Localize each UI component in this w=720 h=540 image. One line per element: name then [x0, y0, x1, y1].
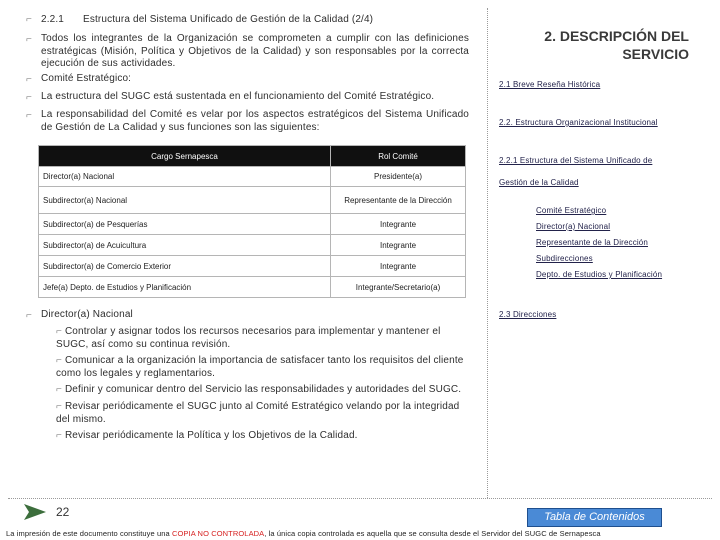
table-row: [39, 277, 466, 298]
duty-item: [56, 355, 472, 380]
footer-text-after: , la única copia controlada es aquella que se consulta desde el Servidor del SUGC de Sernapesca: [264, 529, 601, 538]
chapter-title-line2: SERVICIO: [622, 46, 689, 62]
sub-bullet-icon: ⌐: [56, 401, 62, 412]
sub-bullet-icon: ⌐: [56, 384, 62, 395]
table-row: [39, 214, 466, 235]
bullet-icon: ⌐: [26, 34, 32, 45]
paragraph-members: Todos los integrantes de la Organización se comprometen a cumplir con las definiciones estratégicas (Misión, Política y Objetivos de la Calidad) y son responsables por la correcta ejecución de sus actividades.: [41, 33, 469, 69]
duty-item: [56, 326, 472, 351]
table-row: [39, 256, 466, 277]
link-estructura-sugc[interactable]: 2.2.1 Estructura del Sistema Unificado de: [499, 156, 653, 165]
committee-heading: Comité Estratégico:: [41, 73, 132, 84]
table-header-rol: Rol Comité: [331, 146, 466, 167]
table-cell: Integrante: [331, 214, 466, 235]
duty-item: [56, 401, 472, 426]
director-heading: Director(a) Nacional: [41, 309, 133, 320]
bullet-icon: ⌐: [26, 110, 32, 121]
link-direcciones[interactable]: 2.3 Direcciones: [499, 310, 557, 319]
table-row: [39, 235, 466, 256]
sub-bullet-icon: ⌐: [56, 430, 62, 441]
chapter-title: [500, 27, 689, 63]
footer-disclaimer: [6, 529, 714, 538]
link-estructura-sugc-cont[interactable]: Gestión de la Calidad: [499, 178, 579, 187]
bullet-icon: ⌐: [26, 92, 32, 103]
bullet-icon: ⌐: [26, 310, 32, 321]
link-comite-estrategico[interactable]: Comité Estratégico: [536, 206, 607, 215]
bullet-icon: ⌐: [26, 14, 32, 25]
table-header-cargo: Cargo Sernapesca: [39, 146, 331, 167]
committee-table: [38, 145, 466, 298]
table-cell: Subdirector(a) de Comercio Exterior: [39, 256, 331, 277]
footer-text-uncontrolled: COPIA NO CONTROLADA: [171, 529, 265, 538]
table-cell: Jefe(a) Depto. de Estudios y Planificación: [39, 277, 331, 298]
duty-item: [56, 384, 472, 397]
paragraph-responsibility: La responsabilidad del Comité es velar por los aspectos estratégicos del Sistema Unificado de Gestión de La Calidad y sus funciones son las siguientes:: [41, 109, 469, 133]
link-subdirecciones[interactable]: Subdirecciones: [536, 254, 593, 263]
horizontal-divider: [8, 498, 712, 499]
paragraph-structure: La estructura del SUGC está sustentada en el funcionamiento del Comité Estratégico.: [41, 91, 435, 102]
vertical-divider: [487, 8, 488, 498]
link-director-nacional[interactable]: Director(a) Nacional: [536, 222, 611, 231]
link-estructura-organizacional[interactable]: 2.2. Estructura Organizacional Institucional: [499, 118, 658, 127]
table-cell: Integrante: [331, 256, 466, 277]
page-number: 22: [56, 505, 70, 519]
table-cell: Subdirector(a) de Acuicultura: [39, 235, 331, 256]
link-representante-direccion[interactable]: Representante de la Dirección: [536, 238, 648, 247]
duty-text: Revisar periódicamente el SUGC junto al Comité Estratégico velando por la integridad del mismo.: [56, 401, 460, 425]
table-of-contents-button[interactable]: Tabla de Contenidos: [527, 508, 662, 527]
green-arrow-icon: [22, 502, 50, 522]
link-depto-estudios[interactable]: Depto. de Estudios y Planificación: [536, 270, 663, 279]
table-cell: Director(a) Nacional: [39, 167, 331, 187]
duty-item: [56, 430, 472, 443]
table-row: [39, 167, 466, 187]
table-cell: Subdirector(a) de Pesquerías: [39, 214, 331, 235]
table-cell: Integrante: [331, 235, 466, 256]
section-title: Estructura del Sistema Unificado de Gestión de la Calidad (2/4): [83, 14, 374, 25]
section-number: 2.2.1: [41, 14, 64, 25]
sub-bullet-icon: ⌐: [56, 326, 62, 337]
duty-text: Comunicar a la organización la importancia de satisfacer tanto los requisitos del cliente como los legales y reglamentarios.: [56, 355, 464, 379]
sub-bullet-icon: ⌐: [56, 355, 62, 366]
table-cell: Representante de la Dirección: [331, 187, 466, 214]
table-cell: Presidente(a): [331, 167, 466, 187]
chapter-title-line1: 2. DESCRIPCIÓN DEL: [544, 28, 689, 44]
table-cell: Integrante/Secretario(a): [331, 277, 466, 298]
duty-text: Controlar y asignar todos los recursos necesarios para implementar y mantener el SUGC, así como su continua revisión.: [56, 326, 441, 350]
footer-text-before: La impresión de este documento constituye una: [6, 529, 172, 538]
table-cell: Subdirector(a) Nacional: [39, 187, 331, 214]
duty-text: Revisar periódicamente la Política y los Objetivos de la Calidad.: [64, 430, 358, 441]
link-breve-resena[interactable]: 2.1 Breve Reseña Histórica: [499, 80, 601, 89]
table-row: [39, 187, 466, 214]
duty-text: Definir y comunicar dentro del Servicio las responsabilidades y autoridades del SUGC.: [64, 384, 462, 395]
bullet-icon: ⌐: [26, 74, 32, 85]
